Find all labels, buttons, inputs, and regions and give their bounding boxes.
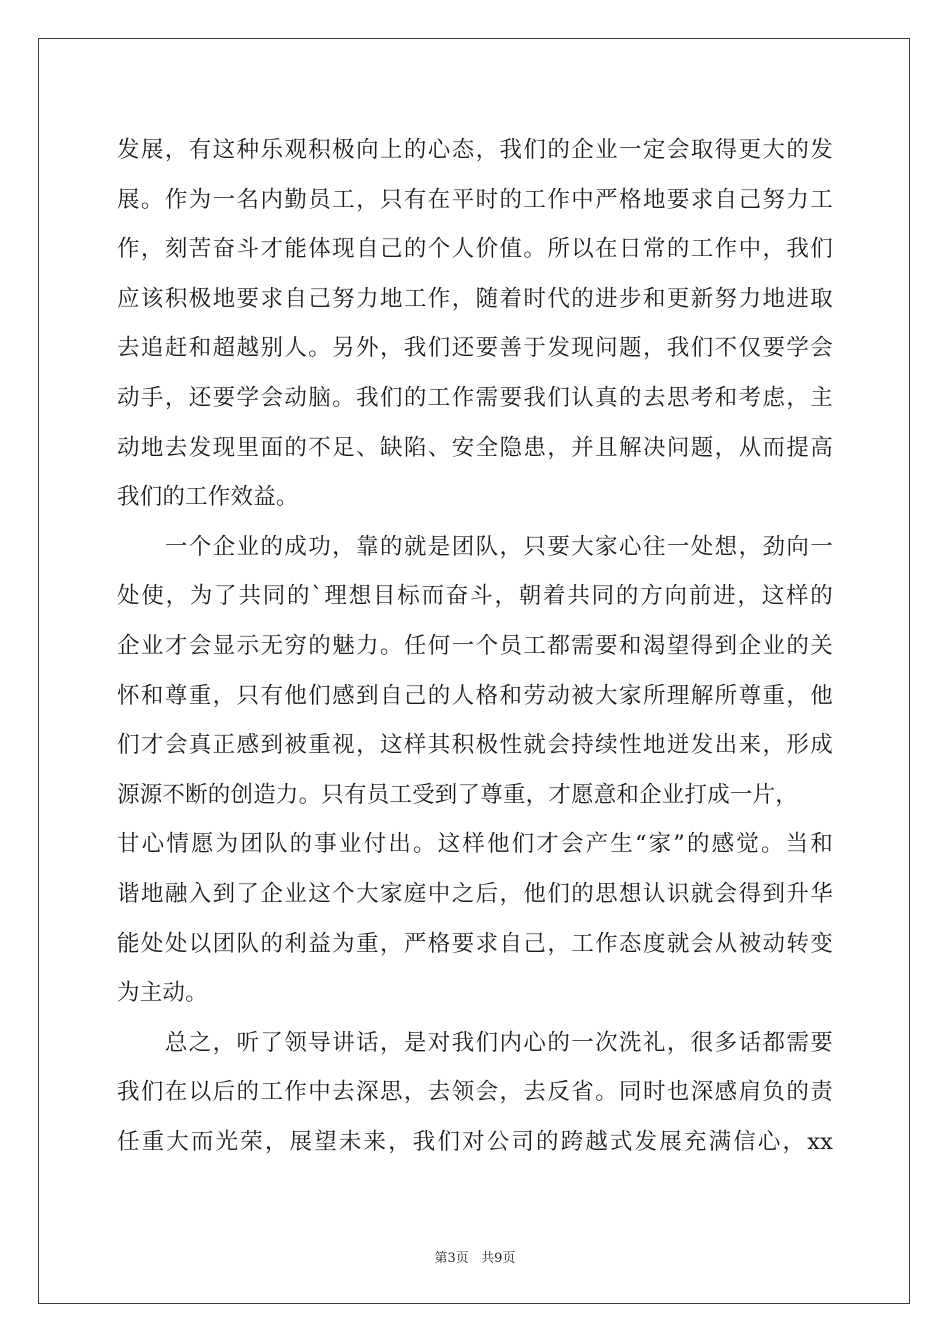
text-line: 谐地融入到了企业这个大家庭中之后，他们的思想认识就会得到升华 <box>117 880 833 907</box>
text-line: 动地去发现里面的不足、缺陷、安全隐患，并且解决问题，从而提高 <box>117 434 833 461</box>
text-line: 企业才会显示无穷的魅力。任何一个员工都需要和渴望得到企业的关 <box>117 632 833 659</box>
document-body <box>117 126 833 1167</box>
text-line: 一个企业的成功，靠的就是团队，只要大家心往一处想，劲向一 <box>117 533 833 560</box>
text-line: 去追赶和超越别人。另外，我们还要善于发现问题，我们不仅要学会 <box>117 335 833 362</box>
text-line: 甘心情愿为团队的事业付出。这样他们才会产生“家”的感觉。当和 <box>117 831 833 858</box>
text-line: 怀和尊重，只有他们感到自己的人格和劳动被大家所理解所尊重，他 <box>117 682 833 709</box>
text-line: 源源不断的创造力。只有员工受到了尊重，才愿意和企业打成一片， <box>117 781 799 808</box>
text-line: 我们在以后的工作中去深思，去领会，去反省。同时也深感肩负的责 <box>117 1079 833 1106</box>
text-line: 为主动。 <box>117 980 208 1007</box>
text-line: 应该积极地要求自己努力地工作，随着时代的进步和更新努力地进取 <box>117 285 833 312</box>
text-line: 动手，还要学会动脑。我们的工作需要我们认真的去思考和考虑，主 <box>117 384 833 411</box>
text-line: 我们的工作效益。 <box>117 484 299 511</box>
text-line: 处使，为了共同的`理想目标而奋斗，朝着共同的方向前进，这样的 <box>117 583 833 610</box>
page-number-footer: 第3页 共9页 <box>434 1251 516 1266</box>
text-line: 总之，听了领导讲话，是对我们内心的一次洗礼，很多话都需要 <box>117 1029 833 1056</box>
text-line: 能处处以团队的利益为重，严格要求自己，工作态度就会从被动转变 <box>117 930 833 957</box>
text-line: 发展，有这种乐观积极向上的心态，我们的企业一定会取得更大的发 <box>117 137 833 163</box>
text-line: 展。作为一名内勤员工，只有在平时的工作中严格地要求自己努力工 <box>117 186 833 213</box>
text-line: 作，刻苦奋斗才能体现自己的个人价值。所以在日常的工作中，我们 <box>117 236 833 263</box>
text-line: 任重大而光荣，展望未来，我们对公司的跨越式发展充满信心，xx <box>117 1128 833 1155</box>
text-line: 们才会真正感到被重视，这样其积极性就会持续性地迸发出来，形成 <box>117 732 833 759</box>
